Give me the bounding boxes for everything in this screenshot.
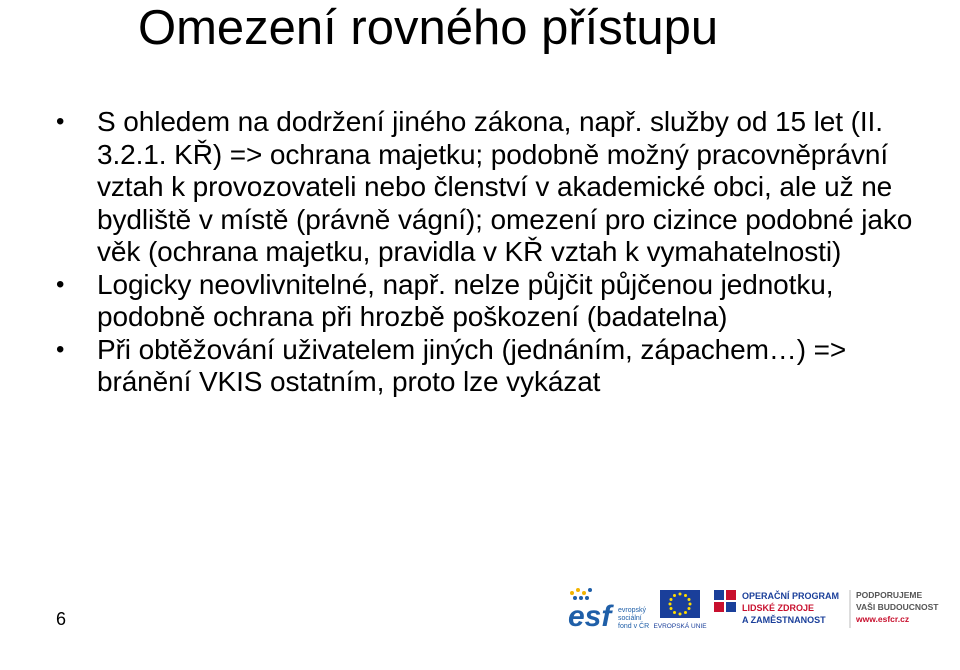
eu-caption: EVROPSKÁ UNIE xyxy=(653,623,707,630)
footer-logos xyxy=(568,586,956,634)
bullet-item xyxy=(52,269,932,334)
support-line3: www.esfcr.cz xyxy=(856,614,910,624)
op-line2: LIDSKÉ ZDROJE xyxy=(742,603,815,613)
bullet-text: S ohledem na dodržení jiného zákona, např. služby od 15 let (II. 3.2.1. KŘ) => ochrana majetku; podobně možný pracovněprávní vztah k provozovateli nebo členství v akademické obci, ale už ne bydliště v místě (právně vágní); omezení pro cizince podobné jako věk (ochrana majetku, pravidla v KŘ vztah k vymahatelnosti) xyxy=(97,106,913,267)
bullet-item xyxy=(52,334,932,399)
support-logo xyxy=(855,590,939,624)
bullet-dot-icon: • xyxy=(56,108,65,135)
bullet-item xyxy=(52,106,932,269)
bullet-dot-icon: • xyxy=(56,270,65,298)
support-line2: VAŠI BUDOUCNOST xyxy=(856,602,939,612)
bullet-text: Logicky neovlivnitelné, např. nelze půjčit půjčenou jednotku, podobně ochrana při hrozbě poškození (badatelna) xyxy=(97,268,834,332)
bullet-dot-icon: • xyxy=(56,335,65,363)
support-line1: PODPORUJEME xyxy=(856,590,923,600)
esf-logo xyxy=(568,588,649,633)
esf-line3: fond v ČR xyxy=(618,623,650,630)
bullet-text: Při obtěžování uživatelem jiných (jednáním, zápachem…) => bránění VKIS ostatním, proto lze vykázat xyxy=(97,333,847,397)
op-line1: OPERAČNÍ PROGRAM xyxy=(742,591,840,601)
op-logo xyxy=(714,590,839,625)
eu-flag-icon xyxy=(653,590,707,630)
esf-line2: sociální xyxy=(618,615,642,622)
page-number: 6 xyxy=(56,609,67,629)
op-line3: A ZAMĚSTNANOST xyxy=(742,615,826,625)
bullet-list xyxy=(52,106,932,399)
esf-line1: evropský xyxy=(618,607,647,614)
slide-title: Omezení rovného přístupu xyxy=(138,1,719,55)
esf-mark: esf xyxy=(568,600,612,633)
